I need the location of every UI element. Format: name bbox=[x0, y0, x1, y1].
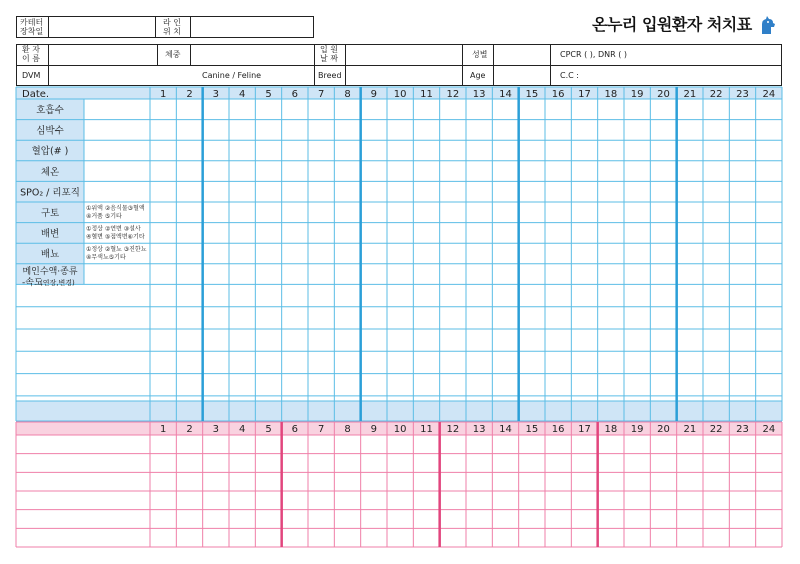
row-label: 심박수 bbox=[36, 125, 64, 137]
blue-column-number: 1 bbox=[159, 89, 167, 100]
pink-column-number: 9 bbox=[370, 424, 378, 435]
pink-column-number: 7 bbox=[317, 424, 325, 435]
row-option-text: ①위액 ②음식물③혈액 bbox=[86, 205, 145, 212]
blue-column-number: 13 bbox=[472, 89, 486, 100]
row-option-text: ④무색뇨⑤기타 bbox=[86, 254, 126, 262]
cpcr-dnr-label: CPCR ( ), DNR ( ) bbox=[560, 50, 627, 59]
blue-column-number: 2 bbox=[186, 89, 193, 100]
sex-label: 성별 bbox=[472, 50, 488, 59]
blue-column-number: 9 bbox=[370, 89, 378, 100]
blue-column-number: 3 bbox=[212, 89, 220, 100]
pink-column-number: 22 bbox=[709, 424, 723, 435]
blue-column-number: 4 bbox=[238, 89, 246, 100]
pink-column-number: 8 bbox=[344, 424, 351, 435]
blue-column-number: 16 bbox=[551, 89, 565, 100]
pink-column-number: 18 bbox=[604, 424, 618, 435]
blue-column-number: 23 bbox=[736, 89, 749, 100]
pink-column-number: 12 bbox=[446, 424, 460, 435]
pink-column-number: 13 bbox=[472, 424, 486, 435]
pink-column-number: 24 bbox=[762, 424, 776, 435]
pink-column-number: 20 bbox=[657, 424, 670, 435]
blue-column-number: 21 bbox=[683, 89, 697, 100]
blue-column-number: 5 bbox=[265, 89, 272, 100]
blue-column-number: 20 bbox=[657, 89, 670, 100]
row-label: 호흡수 bbox=[36, 105, 64, 116]
blue-column-number: 22 bbox=[709, 89, 723, 100]
blue-column-number: 17 bbox=[578, 89, 591, 100]
date-label: Date. bbox=[22, 89, 50, 100]
weight-label: 체중 bbox=[165, 50, 181, 59]
admit-date-label-2: 날 짜 bbox=[320, 54, 338, 63]
pink-column-number: 14 bbox=[499, 424, 512, 435]
pink-column-number: 19 bbox=[630, 424, 644, 435]
blue-column-number: 8 bbox=[344, 89, 351, 100]
blue-column-number: 15 bbox=[525, 89, 539, 100]
blue-column-number: 6 bbox=[291, 89, 299, 100]
row-option-text: ①정상 ②연변 ③설사 bbox=[86, 225, 141, 233]
pink-column-number: 10 bbox=[393, 424, 407, 435]
patient-name-label-2: 이 름 bbox=[22, 54, 40, 63]
blue-column-number: 12 bbox=[446, 89, 460, 100]
cc-label: C.C : bbox=[560, 71, 579, 80]
pink-column-number: 3 bbox=[212, 424, 220, 435]
pink-column-number: 5 bbox=[265, 424, 272, 435]
catheter-label-2: 장착일 bbox=[20, 27, 44, 36]
blue-column-number: 14 bbox=[499, 89, 512, 100]
pink-column-number: 4 bbox=[238, 424, 246, 435]
pink-column-number: 17 bbox=[578, 424, 591, 435]
pink-column-number: 15 bbox=[525, 424, 539, 435]
row-label: 배뇨 bbox=[40, 249, 60, 261]
pink-column-number: 6 bbox=[291, 424, 299, 435]
breed-label: Breed bbox=[318, 71, 342, 80]
admit-date-label-1: 입 원 bbox=[320, 45, 338, 54]
blue-column-number: 7 bbox=[317, 89, 325, 100]
row-option-text: ④혈변 ⑤점액변⑥기타 bbox=[86, 233, 145, 241]
blue-column-number: 18 bbox=[604, 89, 618, 100]
row-label: 메인수액·종류 bbox=[22, 266, 78, 277]
age-label: Age bbox=[470, 71, 486, 80]
row-label: SPO₂ / 리포직 bbox=[20, 187, 80, 199]
pink-column-number: 23 bbox=[736, 424, 749, 435]
pink-column-number: 2 bbox=[186, 424, 193, 435]
row-label: 구토 bbox=[40, 208, 60, 219]
row-label: 체온 bbox=[40, 166, 60, 178]
row-label: 혈압(# ) bbox=[31, 146, 69, 158]
form-title: 온누리 입원환자 처치표 bbox=[592, 15, 752, 34]
species-label: Canine / Feline bbox=[202, 71, 262, 80]
pink-column-number: 1 bbox=[159, 424, 167, 435]
row-option-text: ④거품 ⑤기타 bbox=[86, 213, 122, 220]
patient-name-label-1: 환 자 bbox=[22, 45, 40, 54]
dvm-label: DVM bbox=[22, 71, 41, 80]
row-label-small: (연장,변경) bbox=[40, 278, 75, 287]
pink-column-number: 16 bbox=[551, 424, 565, 435]
line-label-2: 위 치 bbox=[163, 27, 181, 36]
blue-column-number: 10 bbox=[393, 89, 407, 100]
blue-column-number: 24 bbox=[762, 89, 776, 100]
blue-bottom-shaded-row bbox=[16, 401, 782, 421]
row-option-text: ①정상 ②혈뇨 ③진한뇨 bbox=[86, 246, 147, 254]
blue-column-number: 19 bbox=[630, 89, 644, 100]
row-label-sub: -속도 bbox=[22, 277, 43, 288]
row-label: 배변 bbox=[40, 228, 60, 240]
pink-column-number: 11 bbox=[420, 424, 433, 435]
pink-column-number: 21 bbox=[683, 424, 697, 435]
blue-column-number: 11 bbox=[420, 89, 433, 100]
line-label-1: 라 인 bbox=[163, 18, 181, 27]
catheter-label-1: 카테터 bbox=[20, 18, 44, 27]
